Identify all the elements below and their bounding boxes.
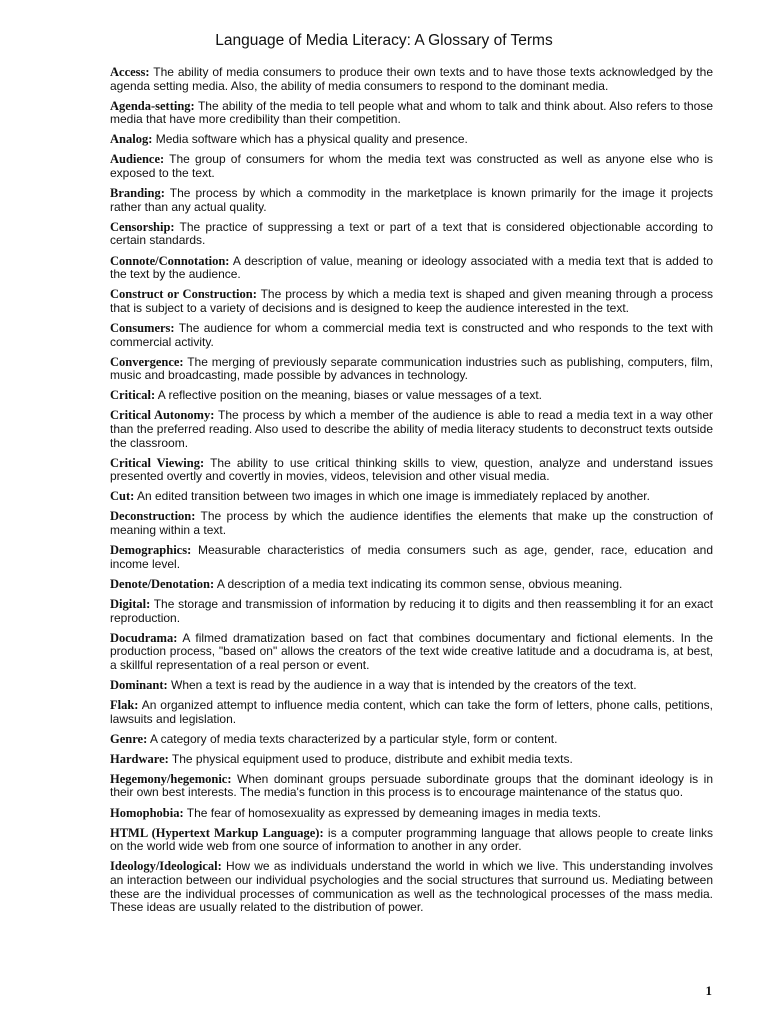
- glossary-term: Critical Viewing:: [110, 455, 205, 470]
- glossary-term: Genre:: [110, 731, 148, 746]
- glossary-entry: [110, 578, 713, 592]
- glossary-term: Denote/Denotation:: [110, 576, 215, 591]
- page-title: Language of Media Literacy: A Glossary of Terms: [215, 32, 553, 49]
- glossary-definition: is a computer programming language that allows people to create links on the world wide web from one source of information to another in any order.: [110, 825, 713, 854]
- glossary-term: Docudrama:: [110, 630, 178, 645]
- glossary-definition: Media software which has a physical quality and presence.: [152, 132, 468, 147]
- glossary-definition: A filmed dramatization based on fact that combines documentary and fictional elements. In the production process, "based on" allows the creators of the text wide creative latitude and a docudrama is, at best, a skillful representation of a real person or event.: [110, 630, 713, 672]
- glossary-term: Construct or Construction:: [110, 287, 257, 302]
- glossary-definition: The physical equipment used to produce, distribute and exhibit media texts.: [168, 751, 573, 766]
- glossary-definition: The ability to use critical thinking skills to view, question, analyze and understand issues presented overtly and covertly in movies, videos, television and other visual media.: [110, 455, 713, 484]
- glossary-definition: An edited transition between two images in which one image is immediately replaced by another.: [134, 489, 650, 504]
- glossary-term: Convergence:: [110, 354, 184, 369]
- glossary-entry: [110, 860, 713, 914]
- glossary-entry: [110, 632, 713, 673]
- glossary-term: Ideology/Ideological:: [110, 859, 222, 874]
- glossary-entry: [110, 733, 713, 747]
- glossary-entry: [110, 699, 713, 726]
- glossary-definition: The process by which the audience identifies the elements that make up the construction of meaning within a text.: [110, 509, 713, 538]
- glossary-term: Audience:: [110, 152, 165, 167]
- glossary-term: Connote/Connotation:: [110, 253, 230, 268]
- glossary-definition: A description of value, meaning or ideology associated with a media text that is added to the text by the audience.: [110, 253, 713, 282]
- glossary-definition: The process by which a media text is shaped and given meaning through a process that is subject to a variety of decisions and is designed to keep the audience interested in the text.: [110, 287, 713, 315]
- glossary-definition: How we as individuals understand the world in which we live. This understanding involves an interaction between our individual psychologies and the social structures that surround us. Mediating between these are the individual processes of communication as well as the technological processes of the mass media. These ideas are usually related to the distribution of power.: [110, 859, 713, 915]
- glossary-entry: [110, 221, 713, 248]
- glossary-term: Deconstruction:: [110, 509, 196, 524]
- glossary-definition: The storage and transmission of information by reducing it to digits and then reassembling it for an exact reproduction.: [110, 596, 713, 625]
- glossary-term: Critical Autonomy:: [110, 408, 215, 423]
- glossary-entry: [110, 457, 713, 484]
- glossary-term: Agenda-setting:: [110, 98, 195, 113]
- glossary-term: Censorship:: [110, 219, 175, 234]
- glossary-term: Homophobia:: [110, 805, 184, 820]
- glossary-term: Access:: [110, 65, 150, 79]
- glossary-term: Branding:: [110, 186, 165, 201]
- glossary-definition: The process by which a member of the audience is able to read a media text in a way other than the preferred reading. Also used to describe the ability of media literacy students to deconstruct texts outside the classroom.: [110, 408, 713, 450]
- glossary-entry: [110, 153, 713, 180]
- glossary-definition: Measurable characteristics of media consumers such as age, gender, race, education and income level.: [110, 543, 713, 571]
- glossary-entry: [110, 66, 713, 93]
- glossary-term: Flak:: [110, 697, 139, 712]
- glossary-entry: [110, 753, 713, 767]
- glossary-definition: When dominant groups persuade subordinate groups that the dominant ideology is in their own best interests. The media's function in this process is to encourage maintenance of the status quo.: [110, 771, 713, 800]
- glossary-term: Consumers:: [110, 320, 175, 335]
- glossary-definition: The process by which a commodity in the marketplace is known primarily for the image it projects rather than any actual quality.: [110, 186, 713, 214]
- glossary-term: Digital:: [110, 596, 151, 611]
- glossary-entry: [110, 544, 713, 571]
- glossary-entry: [110, 322, 713, 349]
- glossary-term: Critical:: [110, 388, 156, 403]
- glossary-term: Hegemony/hegemonic:: [110, 771, 232, 786]
- glossary-definition: The audience for whom a commercial media text is constructed and who responds to the text with commercial activity.: [110, 320, 713, 349]
- glossary-term: Hardware:: [110, 751, 169, 766]
- glossary-definition: A category of media texts characterized by a particular style, form or content.: [147, 731, 558, 746]
- glossary-definition: A description of a media text indicating its common sense, obvious meaning.: [214, 576, 623, 591]
- glossary-entry: [110, 510, 713, 537]
- glossary-definition: The group of consumers for whom the media text was constructed as well as anyone else who is exposed to the text.: [110, 152, 713, 181]
- glossary-definition: A reflective position on the meaning, biases or value messages of a text.: [155, 388, 543, 403]
- glossary-term: Dominant:: [110, 677, 168, 692]
- glossary-definition: When a text is read by the audience in a way that is intended by the creators of the text.: [167, 677, 637, 692]
- glossary-entry: [110, 288, 713, 315]
- glossary-definition: The ability of the media to tell people what and whom to talk and think about. Also refers to those media that have more credibility than their competition.: [110, 98, 713, 127]
- glossary-entry: [110, 598, 713, 625]
- glossary-term: Analog:: [110, 132, 153, 147]
- glossary-definition: An organized attempt to influence media content, which can take the form of letters, phone calls, petitions, lawsuits and legislation.: [110, 697, 713, 726]
- glossary-entry: [110, 773, 713, 800]
- glossary-entry: [110, 807, 713, 821]
- glossary-entry: [110, 255, 713, 282]
- glossary-entry: [110, 133, 713, 147]
- glossary-entry: [110, 679, 713, 693]
- glossary-term: HTML (Hypertext Markup Language):: [110, 825, 324, 840]
- glossary-definition: The ability of media consumers to produce their own texts and to have those texts acknowledged by the agenda setting media. Also, the ability of media consumers to respond to the dominant media.: [110, 65, 713, 93]
- glossary-entry: [110, 187, 713, 214]
- glossary-definition: The merging of previously separate communication industries such as publishing, computers, film, music and broadcasting, made possible by advances in technology.: [110, 354, 713, 383]
- glossary-term: Cut:: [110, 489, 135, 504]
- glossary-definition: The fear of homosexuality as expressed by demeaning images in media texts.: [183, 805, 601, 820]
- glossary-entry: [110, 356, 713, 383]
- glossary-entry: [110, 389, 713, 403]
- glossary-list: [110, 66, 713, 921]
- glossary-entry: [110, 100, 713, 127]
- glossary-definition: The practice of suppressing a text or part of a text that is considered objectionable according to certain standards.: [110, 219, 713, 248]
- page-number: 1: [705, 983, 712, 998]
- glossary-entry: [110, 409, 713, 450]
- glossary-term: Demographics:: [110, 543, 192, 558]
- glossary-entry: [110, 490, 713, 504]
- glossary-entry: [110, 827, 713, 854]
